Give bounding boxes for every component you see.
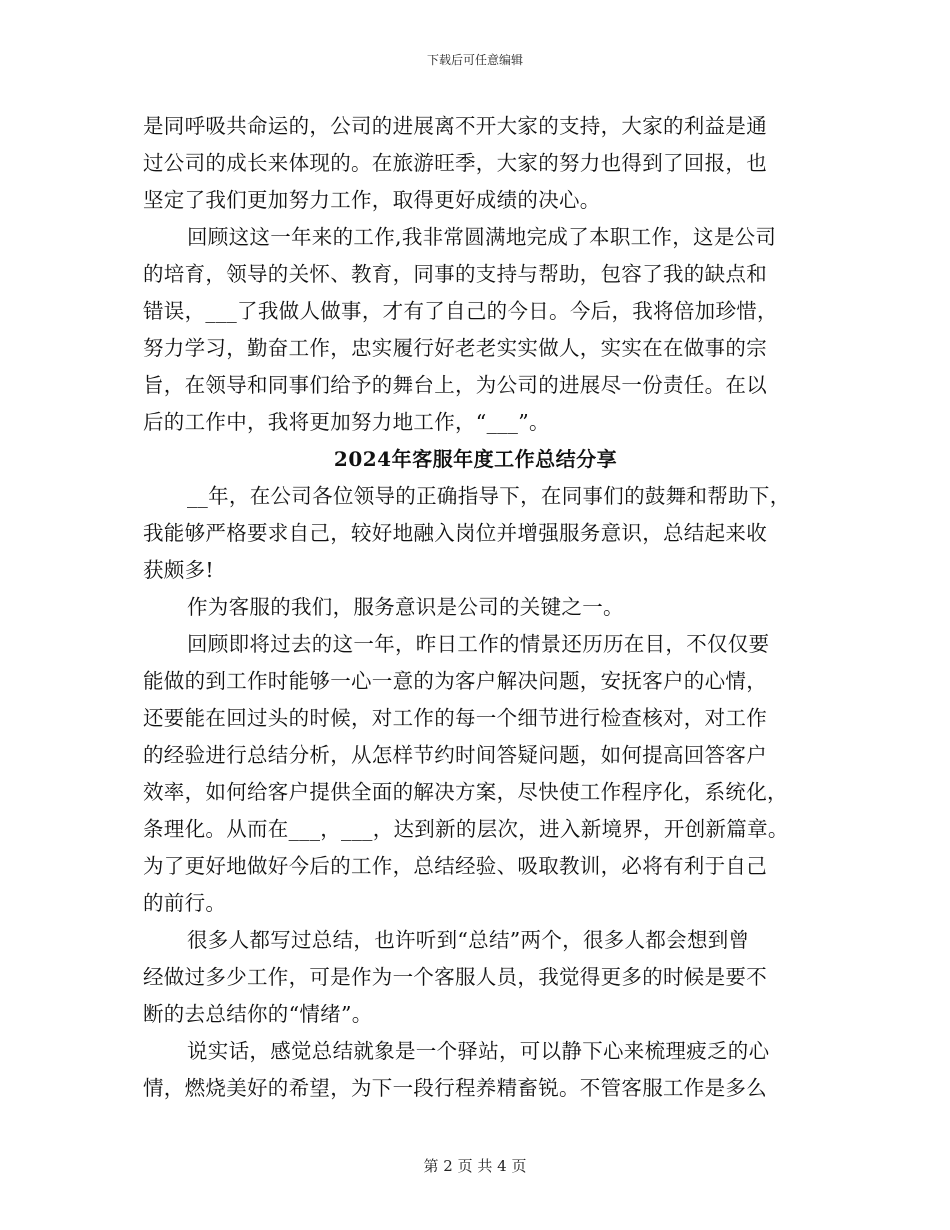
- page-number-footer: 第 2 页 共 4 页: [423, 1157, 527, 1175]
- page-header-note: 下载后可任意编辑: [426, 53, 523, 67]
- body-line: 旨，在领导和同事们给予的舞台上，为公司的进展尽一份责任。在以: [143, 373, 767, 397]
- body-line: 为了更好地做好今后的工作，总结经验、吸取教训，必将有利于自己: [143, 854, 767, 878]
- body-line: 努力学习，勤奋工作，忠实履行好老老实实做人，实实在在做事的宗: [143, 336, 767, 360]
- paragraph-start-line: 回顾即将过去的这一年，昨日工作的情景还历历在目，不仅仅要: [187, 632, 770, 656]
- body-line: 的培育，领导的关怀、教育，同事的支持与帮助，包容了我的缺点和: [143, 262, 767, 286]
- paragraph-start-line: 回顾这这一年来的工作,我非常圆满地完成了本职工作，这是公司: [187, 225, 777, 249]
- body-line: 我能够严格要求自己，较好地融入岗位并增强服务意识，总结起来收: [143, 521, 767, 545]
- body-line: 是同呼吸共命运的，公司的进展离不开大家的支持，大家的利益是通: [143, 114, 767, 138]
- body-line: 效率，如何给客户提供全面的解决方案，尽快使工作程序化，系统化，: [143, 780, 788, 804]
- paragraph-start-line: 说实话，感觉总结就象是一个驿站，可以静下心来梳理疲乏的心: [187, 1039, 770, 1063]
- body-line: 错误，___了我做人做事，才有了自己的今日。今后，我将倍加珍惜，: [143, 299, 778, 323]
- body-line: 的经验进行总结分析，从怎样节约时间答疑问题，如何提高回答客户: [143, 743, 767, 767]
- body-line: 后的工作中，我将更加努力地工作，“___”。: [143, 410, 550, 434]
- body-line: 过公司的成长来体现的。在旅游旺季，大家的努力也得到了回报，也: [143, 151, 767, 175]
- body-line: 坚定了我们更加努力工作，取得更好成绩的决心。: [143, 188, 601, 212]
- paragraph-start-line: __年，在公司各位领导的正确指导下，在同事们的鼓舞和帮助下，: [187, 484, 791, 508]
- body-line: 还要能在回过头的时候，对工作的每一个细节进行检查核对，对工作: [143, 706, 767, 730]
- paragraph-start-line: 很多人都写过总结，也许听到“总结”两个，很多人都会想到曾: [187, 928, 750, 952]
- body-line: 能做的到工作时能够一心一意的为客户解决问题，安抚客户的心情，: [143, 669, 767, 693]
- section-heading: 2024年客服年度工作总结分享: [333, 447, 618, 471]
- body-line: 获颇多!: [143, 558, 214, 582]
- body-line: 经做过多少工作，可是作为一个客服人员，我觉得更多的时候是要不: [143, 965, 767, 989]
- document-body: [143, 108, 808, 1107]
- body-line: 的前行。: [143, 891, 227, 915]
- body-line: 断的去总结你的“情绪”。: [143, 1002, 373, 1026]
- body-line: 条理化。从而在___，___，达到新的层次，进入新境界，开创新篇章。: [143, 817, 789, 841]
- paragraph-start-line: 作为客服的我们，服务意识是公司的关键之一。: [187, 595, 624, 619]
- body-line: 情，燃烧美好的希望，为下一段行程养精畜锐。不管客服工作是多么: [143, 1076, 767, 1100]
